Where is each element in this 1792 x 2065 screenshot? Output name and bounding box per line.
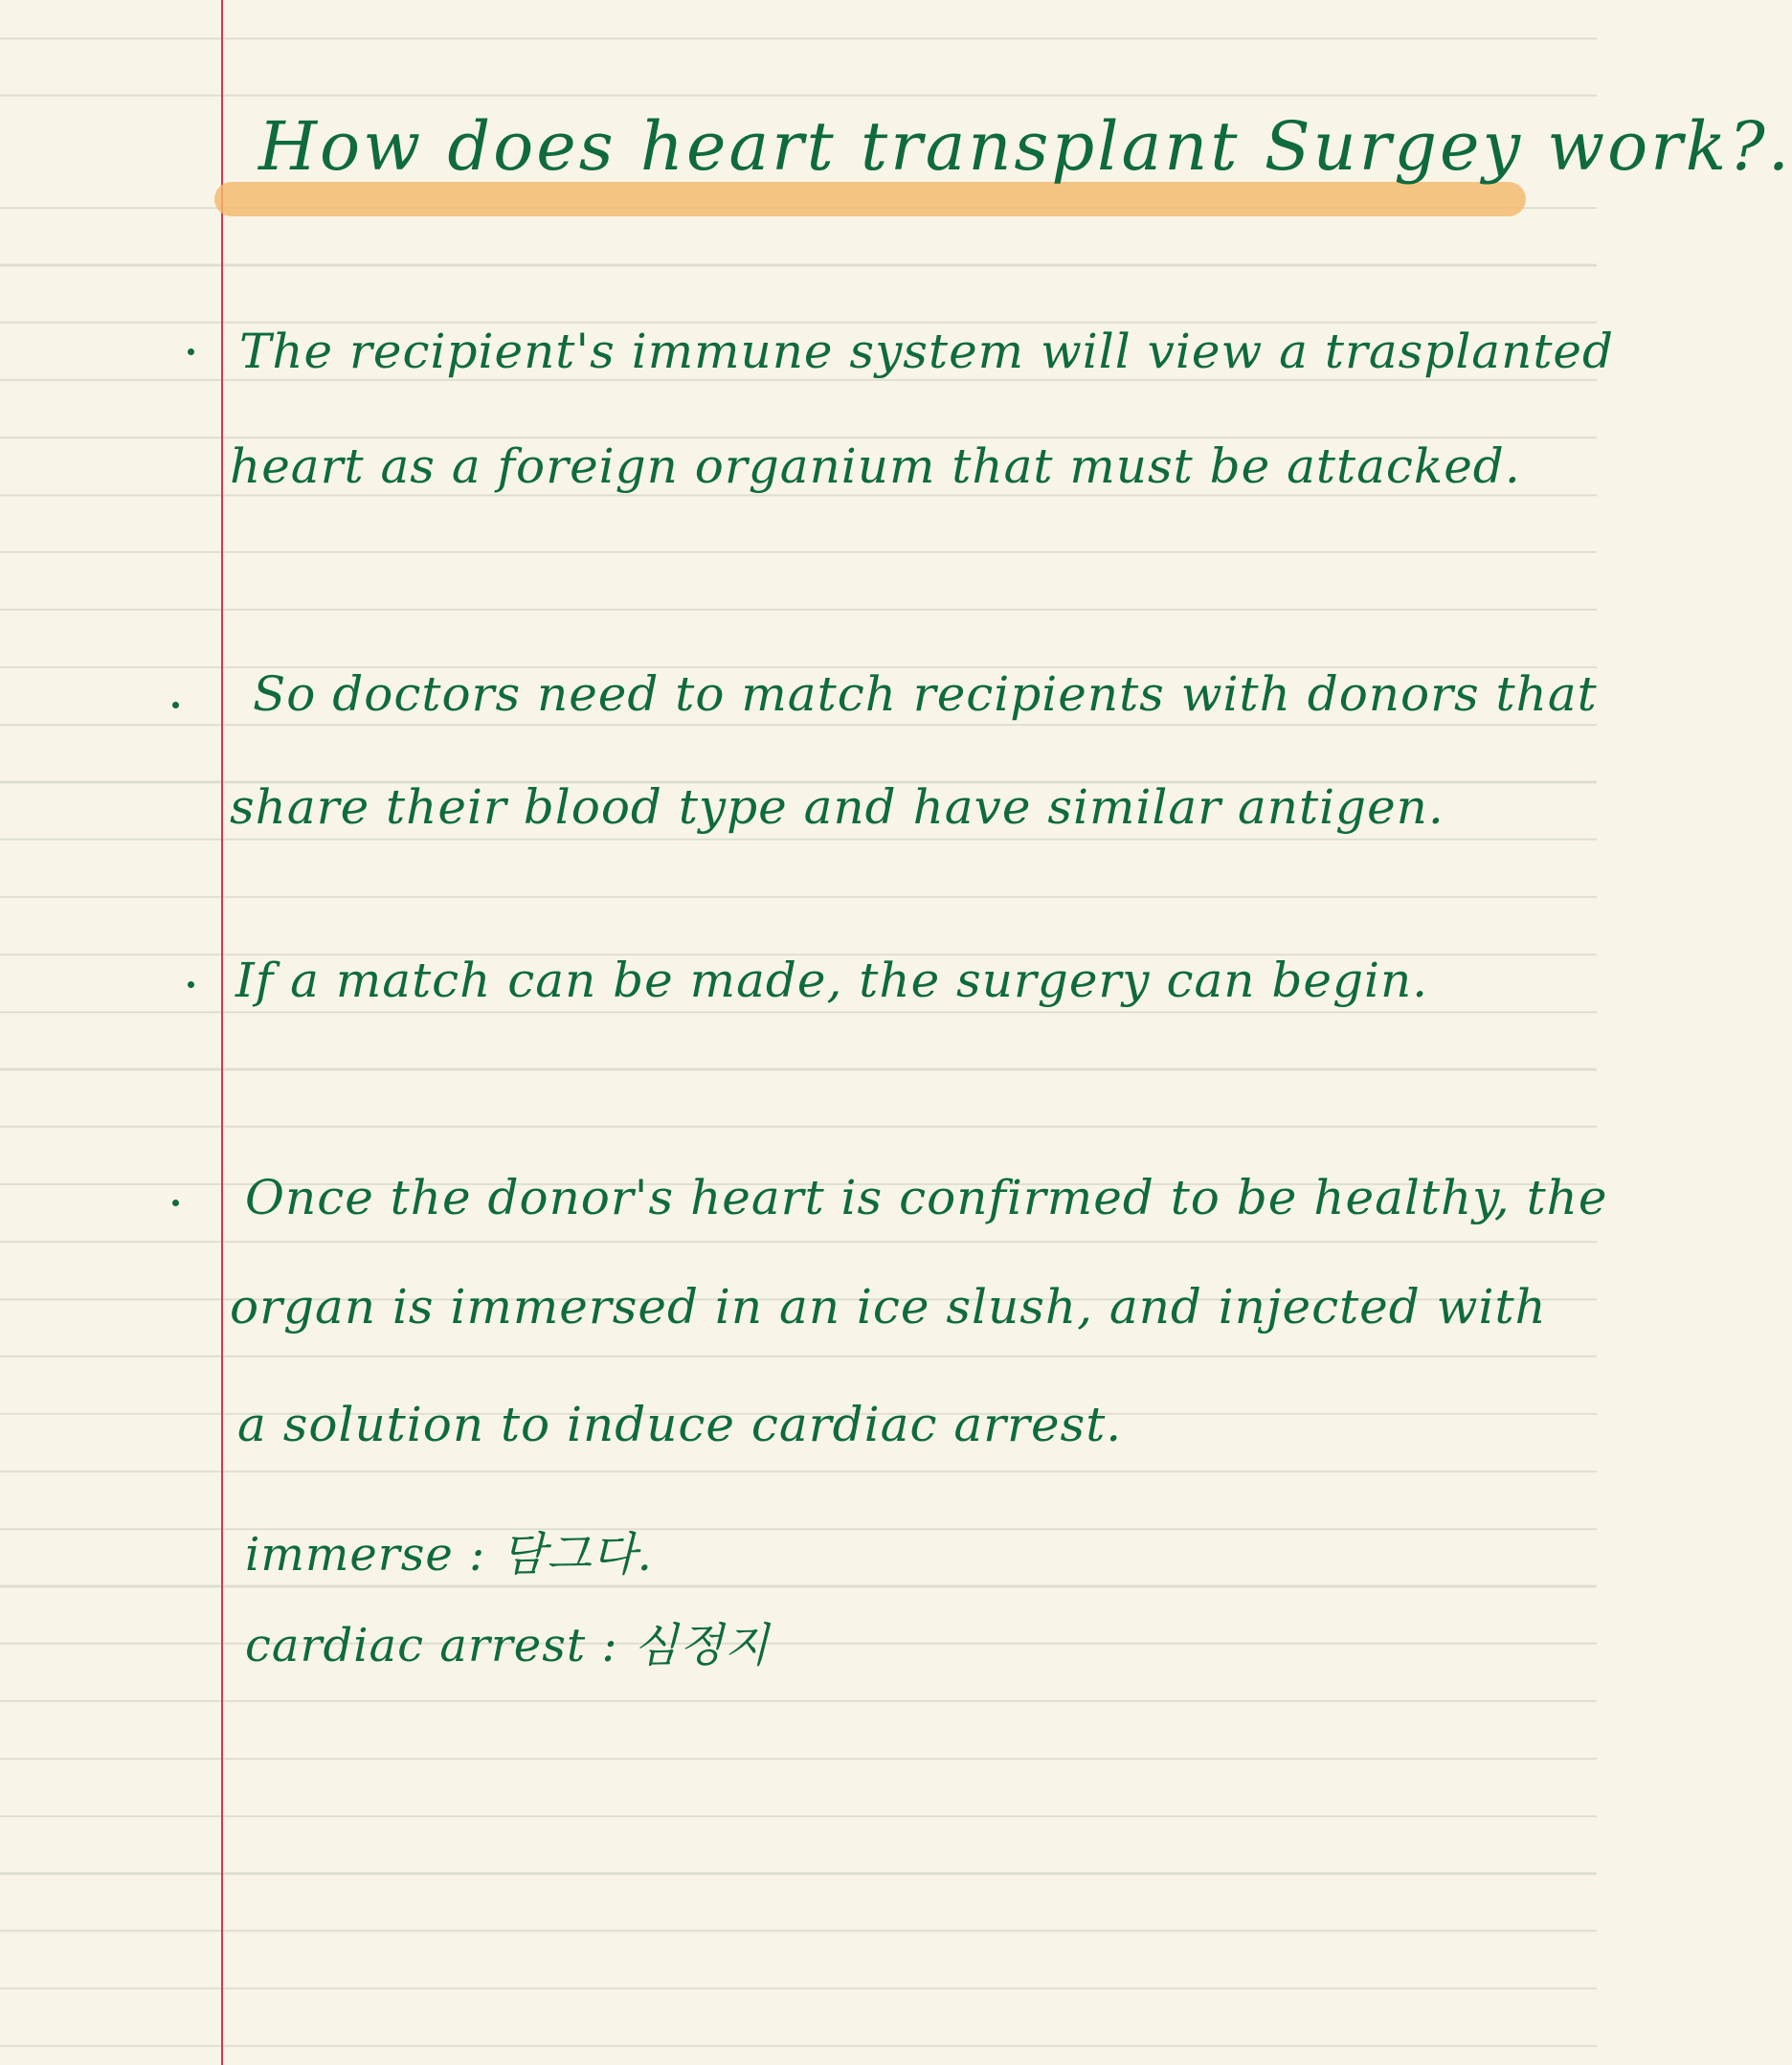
bullet-dot (172, 1200, 179, 1206)
bullet-dot (188, 981, 194, 988)
title-highlight (214, 182, 1526, 216)
note-line: Once the donor's heart is confirmed to be healthy, the (245, 1170, 1608, 1225)
note-line: organ is immersed in an ice slush, and injected with (230, 1279, 1547, 1335)
note-line: heart as a foreign organium that must be attacked. (230, 438, 1521, 494)
bullet-dot (172, 702, 179, 708)
vocab-note: immerse : 담그다. (245, 1528, 653, 1582)
bullet-dot (188, 348, 194, 355)
note-line: share their blood type and have similar antigen. (230, 779, 1445, 835)
page-title: How does heart transplant Surgey work?. (258, 107, 1792, 186)
margin-line (221, 0, 223, 2065)
vocab-note: cardiac arrest : 심정지 (245, 1619, 770, 1672)
note-line: So doctors need to match recipients with donors that (253, 666, 1598, 722)
note-line: a solution to induce cardiac arrest. (237, 1397, 1123, 1452)
note-line: If a match can be made, the surgery can begin. (235, 953, 1429, 1008)
note-line: The recipient's immune system will view a trasplanted (239, 324, 1615, 379)
